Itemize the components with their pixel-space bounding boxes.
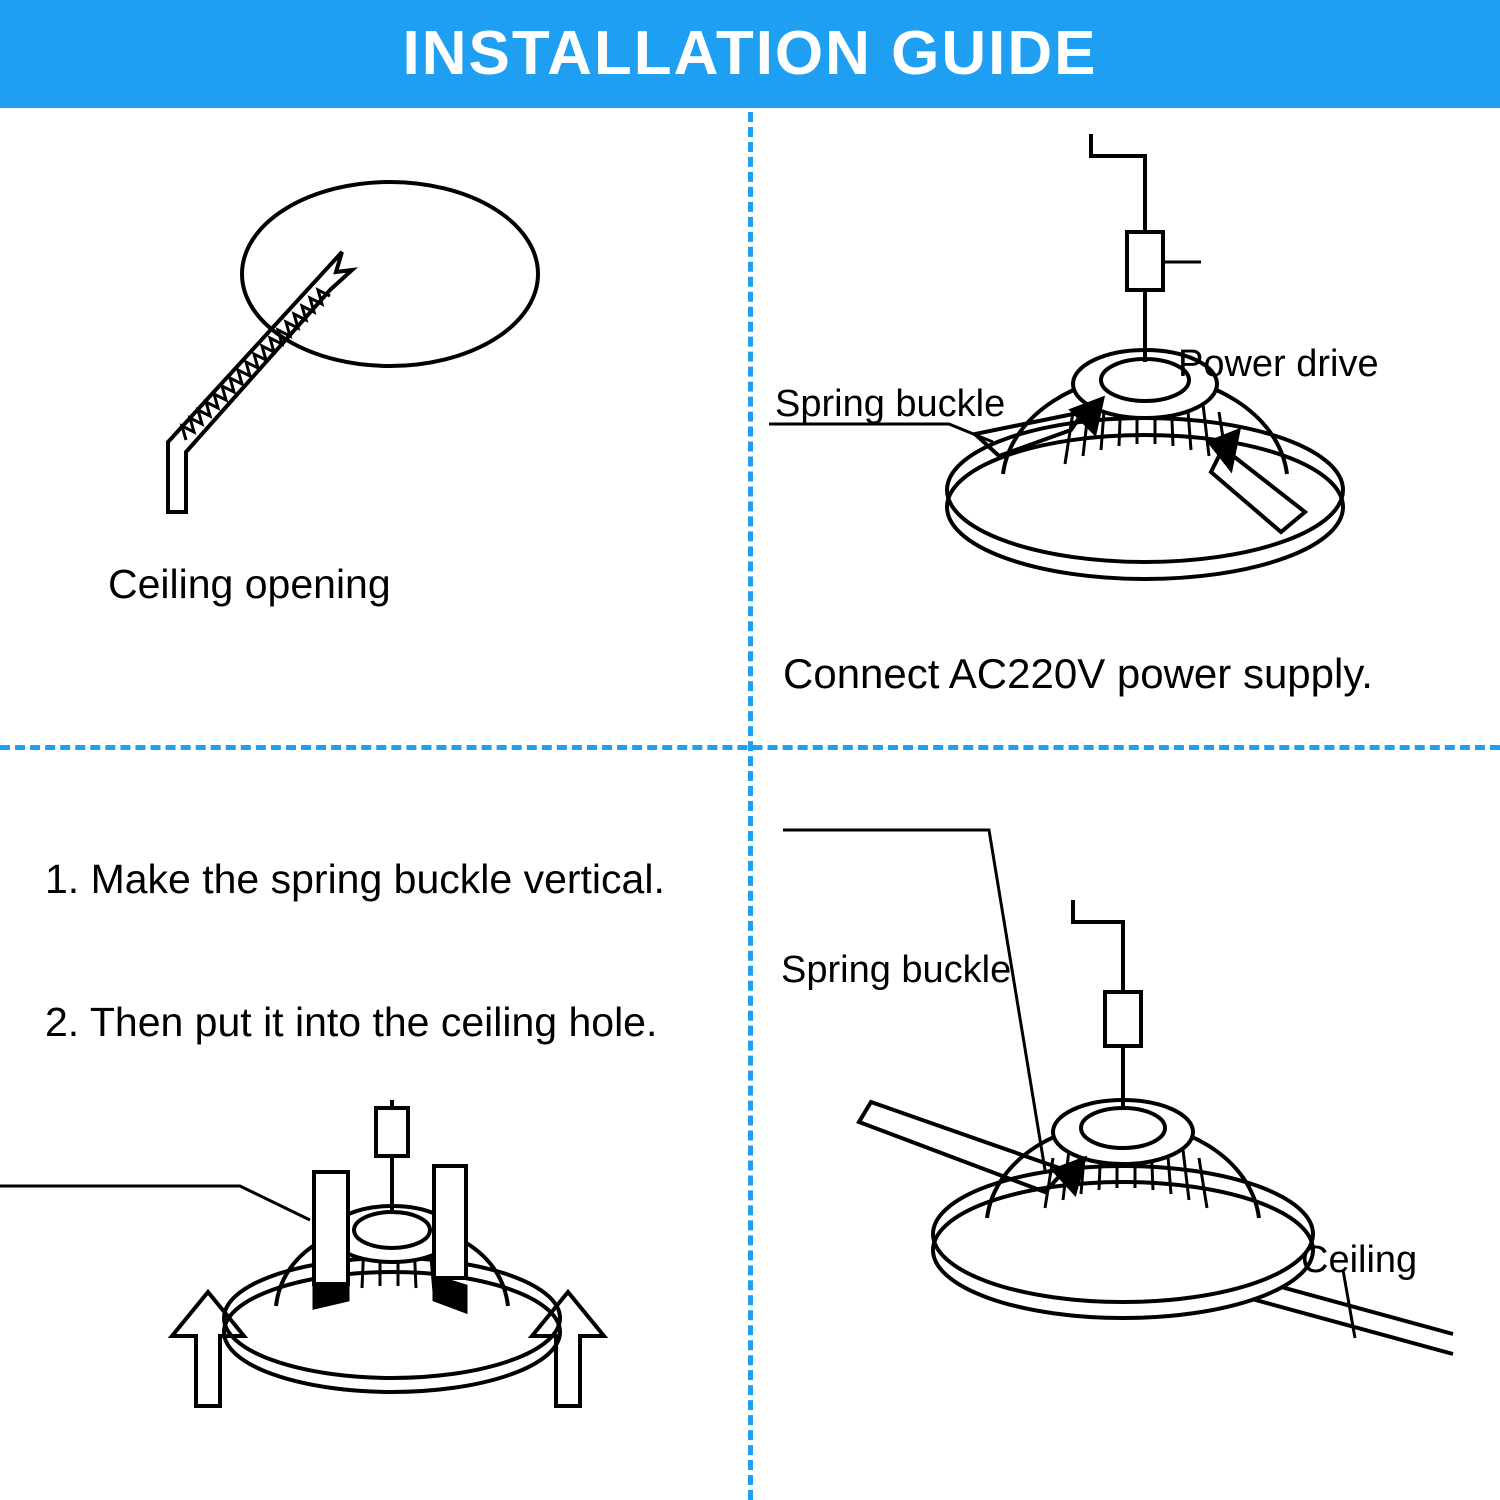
mounted-downlight-icon (753, 750, 1500, 1450)
connect-power-caption: Connect AC220V power supply. (783, 650, 1373, 697)
page-title: INSTALLATION GUIDE (402, 19, 1098, 88)
downlight-driver-icon (753, 112, 1500, 642)
header-bar (0, 0, 1500, 108)
spring-buckle-label: Spring buckle (775, 383, 1006, 425)
step-1-text: 1. Make the spring buckle vertical. (45, 856, 665, 902)
ceiling-label: Ceiling (1301, 1239, 1418, 1281)
power-drive-label: Power drive (1178, 343, 1379, 385)
ceiling-opening-panel (0, 112, 748, 745)
ceiling-opening-caption: Ceiling opening (108, 561, 391, 607)
connect-power-panel (753, 112, 1500, 745)
insert-into-hole-panel (0, 750, 748, 1500)
insert-downlight-icon (0, 1100, 748, 1490)
spring-buckle-label: Spring buckle (781, 949, 1012, 991)
step-2-text: 2. Then put it into the ceiling hole. (45, 999, 658, 1045)
hole-saw-icon (0, 112, 748, 572)
installed-in-ceiling-panel (753, 750, 1500, 1500)
